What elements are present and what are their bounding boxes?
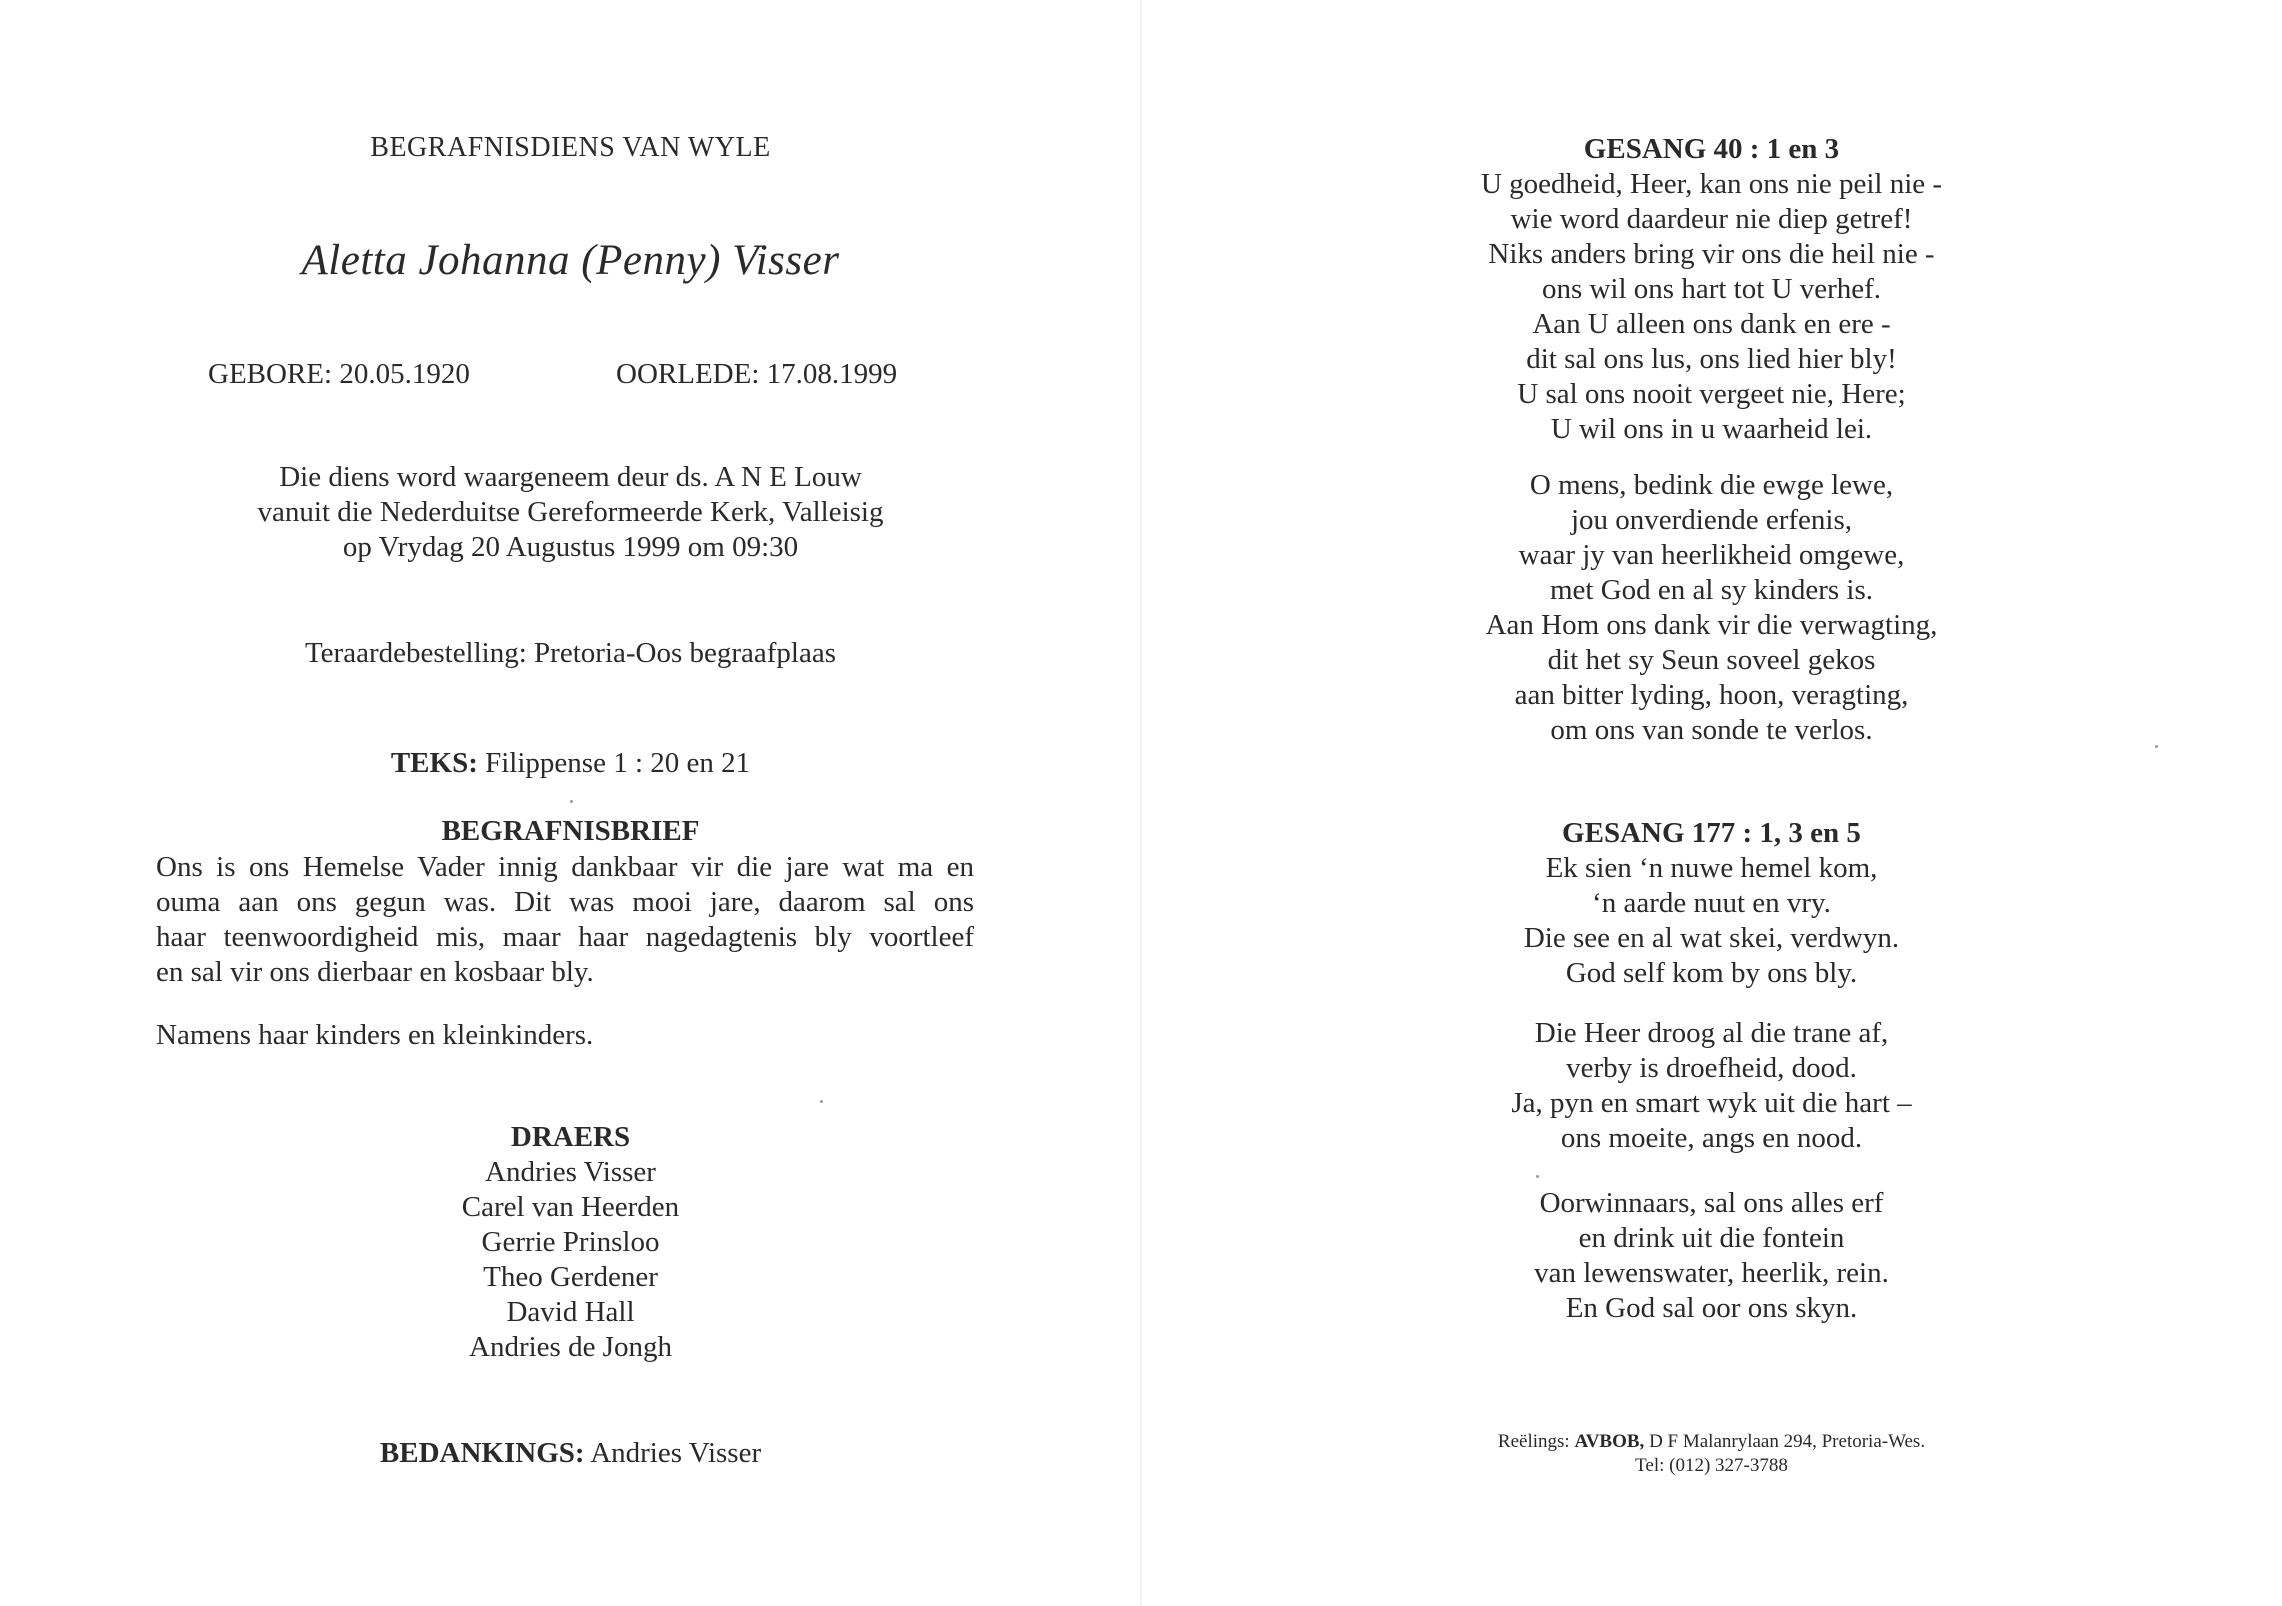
hymn-177 — [1141, 816, 2282, 991]
paper-speck — [570, 800, 573, 803]
hymn-line: U goedheid, Heer, kan ons nie peil nie - — [1480, 168, 1943, 200]
hymn-line: Aan U alleen ons dank en ere - — [1532, 308, 1891, 340]
bearer-name: Gerrie Prinsloo — [481, 1226, 660, 1258]
hymn-line: Die see en al wat skei, verdwyn. — [1523, 922, 1900, 954]
scripture-text — [0, 746, 1141, 781]
service-header: BEGRAFNISDIENS VAN WYLE — [370, 132, 771, 163]
hymn-line: wie word daardeur nie diep getref! — [1510, 203, 1913, 235]
bearer-name: Carel van Heerden — [461, 1191, 680, 1223]
hymn-line: God self kom by ons bly. — [1565, 957, 1858, 989]
born-date: 20.05.1920 — [339, 358, 470, 390]
hymn-line: ‘n aarde nuut en vry. — [1592, 887, 1831, 919]
hymn-title: GESANG 40 : 1 en 3 — [1583, 133, 1840, 165]
hymn-line: Oorwinnaars, sal ons alles erf — [1539, 1187, 1884, 1219]
letter-line: Ons is ons Hemelse Vader innig dankbaar vir die jare wat ma en — [156, 851, 974, 883]
letter-line: en sal vir ons dierbaar en kosbaar bly. — [156, 956, 594, 988]
hymn-line: Die Heer droog al die trane af, — [1534, 1017, 1889, 1049]
bearer-name: David Hall — [506, 1296, 635, 1328]
service-details — [0, 460, 1141, 565]
hymn-40 — [1141, 132, 2282, 447]
pallbearers — [0, 1120, 1141, 1365]
text-reference: Filippense 1 : 20 en 21 — [485, 747, 751, 779]
hymn-line: en drink uit die fontein — [1578, 1222, 1845, 1254]
bearers-title: DRAERS — [510, 1121, 631, 1153]
service-line: op Vrydag 20 Augustus 1999 om 09:30 — [342, 531, 799, 563]
hymn-line: dit sal ons lus, ons lied hier bly! — [1526, 343, 1897, 375]
bearer-name: Andries de Jongh — [469, 1331, 672, 1363]
thanks-label: BEDANKINGS: — [379, 1437, 585, 1469]
hymn-line: Aan Hom ons dank vir die verwagting, — [1485, 609, 1938, 641]
text-label: TEKS: — [390, 747, 478, 779]
born-label: GEBORE: — [208, 358, 333, 390]
letter-line: haar teenwoordigheid mis, maar haar nagedagtenis bly voortleef — [156, 921, 974, 953]
birth-date — [208, 358, 470, 391]
died-label: OORLEDE: — [616, 358, 760, 390]
thanks-name: Andries Visser — [590, 1437, 762, 1469]
hymn-title: GESANG 177 : 1, 3 en 5 — [1562, 817, 1861, 849]
arrangements-label: Reëlings: — [1497, 1431, 1570, 1452]
undertaker-name: AVBOB, — [1574, 1431, 1645, 1452]
undertaker-address: D F Malanrylaan 294, Pretoria-Wes. — [1649, 1431, 1926, 1452]
hymn-line: dit het sy Seun soveel gekos — [1547, 644, 1876, 676]
paper-speck — [1536, 1175, 1539, 1178]
deceased-name: Aletta Johanna (Penny) Visser — [301, 237, 840, 284]
paper-speck — [820, 1100, 823, 1103]
bearer-name: Theo Gerdener — [483, 1261, 658, 1293]
death-date — [616, 358, 897, 391]
hymn-line: jou onverdiende erfenis, — [1570, 504, 1853, 536]
hymn-177-verse-3 — [1141, 1016, 2282, 1156]
hymn-40-verse-3 — [1141, 468, 2282, 748]
hymn-line: ons moeite, angs en nood. — [1560, 1122, 1863, 1154]
hymn-line: Ek sien ‘n nuwe hemel kom, — [1545, 852, 1878, 884]
died-date: 17.08.1999 — [766, 358, 898, 390]
hymn-line: U sal ons nooit vergeet nie, Here; — [1517, 378, 1906, 410]
service-line: vanuit die Nederduitse Gereformeerde Kerk, Valleisig — [257, 496, 884, 528]
hymn-line: verby is droefheid, dood. — [1566, 1052, 1857, 1084]
letter-signoff: Namens haar kinders en kleinkinders. — [156, 1019, 594, 1051]
letter-line: ouma aan ons gegun was. Dit was mooi jare, daarom sal ons — [156, 886, 974, 918]
hymn-line: van lewenswater, heerlik, rein. — [1534, 1257, 1889, 1289]
hymn-line: om ons van sonde te verlos. — [1550, 714, 1873, 746]
hymn-line: met God en al sy kinders is. — [1550, 574, 1873, 606]
hymn-line: ons wil ons hart tot U verhef. — [1541, 273, 1882, 305]
hymn-177-verse-5 — [1141, 1186, 2282, 1326]
paper-speck — [2155, 745, 2158, 748]
acknowledgements — [0, 1436, 1141, 1471]
burial-info: Teraardebestelling: Pretoria-Oos begraafplaas — [304, 637, 836, 669]
funeral-arrangements — [1141, 1430, 2282, 1478]
service-line: Die diens word waargeneem deur ds. A N E Louw — [279, 461, 862, 493]
undertaker-phone: Tel: (012) 327-3788 — [1635, 1455, 1788, 1476]
bearer-name: Andries Visser — [485, 1156, 656, 1188]
hymn-line: Ja, pyn en smart wyk uit die hart – — [1511, 1087, 1912, 1119]
hymn-line: Niks anders bring vir ons die heil nie - — [1488, 238, 1935, 270]
hymn-line: En God sal oor ons skyn. — [1565, 1292, 1858, 1324]
right-page — [1141, 0, 2282, 1606]
hymn-line: aan bitter lyding, hoon, veragting, — [1514, 679, 1909, 711]
hymn-line: O mens, bedink die ewge lewe, — [1529, 469, 1894, 501]
arrangements-line — [1141, 1430, 2282, 1454]
funeral-letter — [156, 850, 974, 990]
letter-title: BEGRAFNISBRIEF — [441, 815, 700, 847]
hymn-line: U wil ons in u waarheid lei. — [1550, 413, 1873, 445]
hymn-line: waar jy van heerlikheid omgewe, — [1518, 539, 1905, 571]
